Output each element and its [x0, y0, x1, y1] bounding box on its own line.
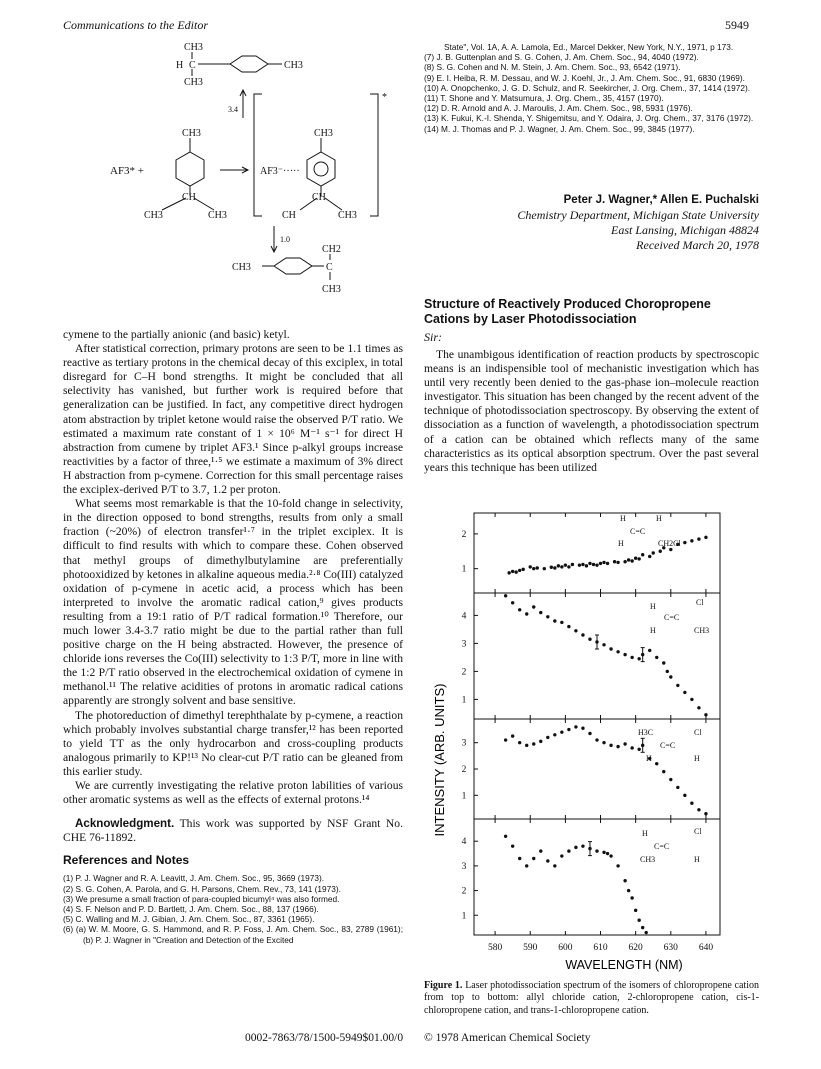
data-point [581, 563, 584, 566]
data-point [592, 563, 595, 566]
references-heading: References and Notes [63, 853, 190, 868]
data-point [616, 561, 619, 564]
data-point [697, 808, 700, 811]
acknowledgment [63, 817, 403, 845]
data-point [623, 653, 626, 656]
y-tick-label: 4 [461, 611, 467, 622]
data-point [518, 569, 521, 572]
x-tick-label: 620 [628, 943, 643, 953]
intro-paragraph: The unambigous identification of reaction products by spectroscopic means is an indispensible tool of mechanistic investigation which has until very recently been denied to the gas-phase ion–molecule reaction investigator. This situation has been changed by the recent advent of the technique of photodissociation spectroscopy. By observing the extent of dissociation as a function of wavelength, a photodissociation spectrum of a cation can be obtained which reflects many of the same characteristics as its optical absorption spectrum. Over the past several years this technique has been utilized [424, 348, 759, 474]
reference-item: (11) T. Shone and Y. Matsumura, J. Org. Chem., 35, 4157 (1970). [424, 93, 664, 104]
data-point [539, 611, 542, 614]
data-point [567, 849, 570, 852]
data-point [564, 563, 567, 566]
inset-h: H [620, 514, 626, 523]
scheme-c-a: C [189, 60, 196, 71]
data-point [609, 744, 612, 747]
reference-item: (2) S. G. Cohen, A. Parola, and G. H. Parsons, Chem. Rev., 73, 141 (1973). [63, 883, 341, 894]
x-tick-label: 580 [487, 943, 503, 953]
data-point [525, 744, 528, 747]
panel-frame [474, 513, 720, 593]
reactant-ring [176, 152, 204, 186]
data-point [697, 537, 700, 540]
scheme-ch3-a: CH3 [184, 42, 203, 53]
inset-h: H [694, 754, 700, 763]
data-point [602, 561, 605, 564]
inset-h: H [694, 855, 700, 864]
y-tick-label: 2 [461, 667, 467, 678]
inset-cc: C=C [664, 613, 680, 622]
y-tick-label: 3 [461, 639, 467, 650]
data-point [504, 835, 507, 838]
scheme-ch3-e: CH3 [144, 210, 163, 221]
data-point [630, 559, 633, 562]
reactant-label: AF3* + [110, 165, 145, 177]
data-point [704, 812, 707, 815]
x-tick-label: 640 [698, 943, 714, 953]
data-point [669, 675, 672, 678]
data-point [585, 564, 588, 567]
data-point [616, 745, 619, 748]
inset-cc: C=C [660, 741, 676, 750]
data-point [704, 536, 707, 539]
panel-frame [474, 593, 720, 719]
y-tick-label: 4 [461, 837, 467, 848]
rate-up: 3.4 [228, 105, 238, 114]
left-paragraph: What seems most remarkable is that the 10-fold change in selectivity, in the direction opposed to bond strengths, results from only a small fraction (~20%) of electron transfer¹·⁷ in the triplet exciplex. It is difficult to find results with which to compare these. Cohen observed that methyl groups of dimethylbutylamine are preferentially photooxidized by ketones in alkaline aqueous media.²·⁸ Co(III) catalyzed oxidation of p-cymene in acetic acid, a process which has been interpreted to involve the aromatic radical cation,⁹ gives products resulting from a 19:1 ratio of P/T radical formation.¹⁰ Therefore, our much lower 3.4-3.7 ratio might be due to the partial rather than full positive charge on the H being abstracted. However, the presence of chloride ions reverses the Co(III) selectivity to 1:3 P/T, more in line with the 1:2 P/T ratio observed in the electrochemical oxidation of cymene in methanol.¹¹ The relative acidities of protons in aromatic radical cations apparently are strongly solvent and base sensitive. [63, 497, 403, 708]
salutation: Sir: [424, 330, 442, 344]
y-tick-label: 1 [461, 791, 467, 802]
data-point [641, 553, 644, 556]
inset-h: H [642, 829, 648, 838]
data-point [595, 849, 598, 852]
data-point [532, 857, 535, 860]
scheme-ch3-g: CH3 [314, 128, 333, 139]
data-point [507, 571, 510, 574]
data-point [609, 647, 612, 650]
x-tick-label: 590 [523, 943, 538, 953]
inset-cc: C=C [654, 842, 670, 851]
x-tick-label: 610 [593, 943, 608, 953]
data-point [676, 684, 679, 687]
data-point [567, 728, 570, 731]
data-point [690, 539, 693, 542]
y-tick-label: 1 [461, 695, 467, 706]
scheme-ch3-b: CH3 [184, 77, 203, 88]
data-point [567, 565, 570, 568]
y-tick-label: 3 [461, 738, 467, 749]
data-point [595, 563, 598, 566]
reference-item: State", Vol. 1A, A. A. Lamola, Ed., Marcel Dekker, New York, N.Y., 1971, p 173. [444, 42, 734, 52]
figure-caption-label: Figure 1. [424, 980, 463, 991]
left-paragraph: We are currently investigating the relative proton labilities of various other aromatic systems as well as the effects of external protons.¹⁴ [63, 779, 403, 807]
scheme-ch-b: CH [312, 192, 326, 203]
data-point [623, 742, 626, 745]
reference-item: (5) C. Walling and M. J. Gibian, J. Am. Chem. Soc., 87, 3361 (1965). [63, 914, 315, 925]
cation-ring [307, 152, 335, 186]
scheme-ch3-f: CH3 [208, 210, 227, 221]
data-point [511, 734, 514, 737]
data-point [655, 762, 658, 765]
data-point [655, 656, 658, 659]
scheme-ch-c: CH [282, 210, 296, 221]
data-point [630, 656, 633, 659]
data-point [539, 740, 542, 743]
data-point [560, 854, 563, 857]
data-point [648, 649, 651, 652]
affiliation: Chemistry Department, Michigan State University [517, 208, 759, 222]
data-point [599, 562, 602, 565]
spectra-figure [424, 505, 734, 975]
reference-item: (13) K. Fukui, K.-I. Shenda, Y. Shigemitsu, and Y. Odaira, J. Org. Chem., 37, 3176 (1972). [424, 113, 754, 124]
y-tick-label: 2 [461, 765, 467, 775]
data-point [574, 725, 577, 728]
running-header: Communications to the Editor [63, 18, 208, 32]
figure-caption [424, 980, 759, 1017]
figure-caption-text: Laser photodissociation spectrum of the isomers of chloropropene cation from top to bottom: allyl chloride cation, 2-chloropropene cation, cis-1-chloropropene cation, and trans-1-chloropropene cation. [424, 980, 759, 1016]
data-point [574, 629, 577, 632]
reference-item: (3) We presume a small fraction of para-coupled bicumyl⁴ was also formed. [63, 893, 340, 904]
page-number: 5949 [725, 18, 749, 32]
data-point [704, 713, 707, 716]
inset-h: H [650, 602, 656, 611]
data-point [634, 909, 637, 912]
y-tick-label: 2 [461, 886, 467, 897]
af3-minus: AF3⁻····· [260, 166, 300, 177]
inset-cl: Cl [694, 827, 702, 836]
footer-code: 0002-7863/78/1500-5949$01.00/0 [245, 1032, 404, 1044]
data-point [532, 567, 535, 570]
data-point [553, 619, 556, 622]
ack-text: This work was supported by NSF Grant No. CHE 76-11892. [63, 817, 403, 845]
excited-star: * [382, 92, 387, 103]
data-point [627, 558, 630, 561]
data-point [574, 846, 577, 849]
right-paragraph [424, 348, 759, 475]
data-point [683, 541, 686, 544]
reference-item: (1) P. J. Wagner and R. A. Leavitt, J. Am. Chem. Soc., 95, 3669 (1973). [63, 873, 325, 884]
data-point [553, 864, 556, 867]
data-point [613, 560, 616, 563]
data-point [578, 563, 581, 566]
rate-down: 1.0 [280, 235, 290, 244]
inset-cl: Cl [694, 728, 702, 737]
data-point [637, 557, 640, 560]
data-point [662, 770, 665, 773]
reference-item: (12) D. R. Arnold and A. J. Maroulis, J. Am. Chem. Soc., 98, 5931 (1976). [424, 103, 693, 114]
data-point [630, 896, 633, 899]
data-point [697, 706, 700, 709]
data-point [602, 851, 605, 854]
data-point [518, 741, 521, 744]
data-point [525, 612, 528, 615]
data-point [645, 931, 648, 934]
data-point [637, 918, 640, 921]
data-point [511, 570, 514, 573]
x-tick-label: 630 [663, 943, 678, 953]
data-point [602, 741, 605, 744]
data-point [588, 638, 591, 641]
data-point [606, 562, 609, 565]
data-point [652, 551, 655, 554]
data-point [514, 570, 517, 573]
y-tick-label: 1 [461, 564, 467, 575]
scheme-h-a: H [176, 60, 184, 71]
inset-cl: Cl [696, 598, 704, 607]
inset-h: H [650, 626, 656, 635]
data-point [522, 568, 525, 571]
scheme-ch3-c: CH3 [284, 60, 303, 71]
reference-item: (10) A. Onopchenko, J. G. D. Schulz, and R. Seekircher, J. Org. Chem., 37, 1414 (1972). [424, 82, 751, 93]
y-axis-label: INTENSITY (ARB. UNITS) [432, 683, 447, 837]
data-point [606, 852, 609, 855]
left-paragraph: cymene to the partially anionic (and basic) ketyl. [63, 328, 290, 341]
data-point [662, 661, 665, 664]
scheme-ch3-i: CH3 [232, 262, 251, 273]
references-list-left [63, 873, 403, 944]
data-point [669, 778, 672, 781]
panel-frame [474, 819, 720, 935]
reference-item: (7) J. B. Guttenplan and S. G. Cohen, J. Am. Chem. Soc., 94, 4040 (1972). [424, 52, 699, 63]
data-point [518, 608, 521, 611]
data-point [529, 565, 532, 568]
data-point [630, 746, 633, 749]
inset-h: H [656, 514, 662, 523]
data-point [504, 594, 507, 597]
data-point [623, 560, 626, 563]
reference-item: (6) (a) W. M. Moore, G. S. Hammond, and R. P. Foss, J. Am. Chem. Soc., 83, 2789 (1961); (b) P. J. Wagner in "Creation and Detection of the Excited [63, 924, 403, 945]
data-point [553, 733, 556, 736]
reference-item: (4) S. F. Nelson and P. D. Bartlett, J. Am. Chem. Soc., 88, 137 (1966). [63, 904, 319, 915]
data-point [669, 548, 672, 551]
reference-item: (8) S. G. Cohen and N. M. Stein, J. Am. Chem. Soc., 93, 6542 (1971). [424, 62, 681, 73]
data-point [588, 732, 591, 735]
data-point [511, 601, 514, 604]
data-point [511, 844, 514, 847]
bottom-benzene-ring [274, 258, 312, 274]
data-point [690, 802, 693, 805]
data-point [676, 786, 679, 789]
data-point [546, 736, 549, 739]
data-point [616, 650, 619, 653]
scheme-ch3-j: CH3 [322, 284, 341, 295]
reference-item: (14) M. J. Thomas and P. J. Wagner, J. Am. Chem. Soc., 99, 3845 (1977). [424, 123, 695, 134]
inset-ch2cl: CH2Cl [658, 539, 681, 548]
scheme-ch3-h: CH3 [338, 210, 357, 221]
data-point [571, 563, 574, 566]
scheme-ch-a: CH [182, 192, 196, 203]
data-point [666, 670, 669, 673]
scheme-ch2: CH2 [322, 244, 341, 255]
inset-ch3: CH3 [694, 626, 710, 635]
data-point [532, 605, 535, 608]
y-tick-label: 1 [461, 911, 467, 922]
data-point [634, 557, 637, 560]
references-list-right [424, 42, 759, 134]
reaction-scheme [110, 40, 400, 308]
scheme-ch3-d: CH3 [182, 128, 201, 139]
y-tick-label: 3 [461, 861, 467, 872]
x-tick-label: 600 [558, 943, 573, 953]
received-date: Received March 20, 1978 [636, 238, 759, 252]
scheme-c-b: C [326, 262, 333, 273]
data-point [504, 738, 507, 741]
data-point [627, 889, 630, 892]
inset-cc: C=C [630, 527, 646, 536]
left-column [63, 328, 403, 945]
data-point [588, 562, 591, 565]
x-axis-label: WAVELENGTH (NM) [565, 958, 683, 972]
data-point [546, 615, 549, 618]
data-point [581, 727, 584, 730]
data-point [641, 926, 644, 929]
reference-item: (9) E. I. Heiba, R. M. Dessau, and W. J. Koehl, Jr., J. Am. Chem. Soc., 91, 6830 (1969). [424, 72, 745, 83]
panel-frame [474, 719, 720, 819]
data-point [637, 748, 640, 751]
data-point [581, 844, 584, 847]
data-point [609, 854, 612, 857]
data-point [560, 565, 563, 568]
data-point [553, 566, 556, 569]
affiliation-city: East Lansing, Michigan 48824 [610, 223, 759, 237]
left-paragraph: The photoreduction of dimethyl terephthalate by p-cymene, a reaction which probably involves substantial charge transfer,¹² has been reported to yield TT as the only hydrocarbon and cross-coupling products analogous primarily to KP!¹³ No clear-cut P/T ratio can be gleaned from this earlier study. [63, 708, 403, 778]
data-point [560, 730, 563, 733]
authors: Peter J. Wagner,* Allen E. Puchalski [563, 194, 759, 206]
inset-h: H [646, 754, 652, 763]
data-point [567, 625, 570, 628]
data-point [557, 564, 560, 567]
data-point [648, 555, 651, 558]
ack-heading: Acknowledgment. [75, 817, 175, 831]
left-paragraph: After statistical correction, primary protons are seen to be 1.1 times as reactive as tertiary protons in the chemical decay of this exciplex, in total disregard for C–H bond strengths. It might be concluded that all selectivity has vanished, but further work is required before that generalization can be justified. In fact, any competitive direct hydrogen atom abstraction by triplet ketone would raise the observed P/T ratio. We estimated a maximum rate constant of 1 × 10⁶ M⁻¹ s⁻¹ for direct H abstraction from cumene by triplet AF3.¹ Since p-alkyl groups increase reactivities by a factor of three,¹·⁵ we estimate a maximum of 3% direct H abstraction from p-cymene. Correction for this small percentage raises the exciplex-derived P/T to 3.7, 1.2 per proton. [63, 342, 403, 497]
data-point [683, 794, 686, 797]
data-point [543, 567, 546, 570]
data-point [532, 742, 535, 745]
data-point [659, 550, 662, 553]
inset-h3c: H3C [638, 728, 654, 737]
footer-copyright: © 1978 American Chemical Society [424, 1032, 591, 1044]
article-title: Structure of Reactively Produced Choropropene Cations by Laser Photodissociation [424, 297, 711, 326]
data-point [602, 643, 605, 646]
data-point [581, 633, 584, 636]
data-point [518, 857, 521, 860]
data-point [560, 621, 563, 624]
data-point [616, 864, 619, 867]
data-point [595, 738, 598, 741]
data-point [546, 859, 549, 862]
data-point [536, 566, 539, 569]
data-point [525, 864, 528, 867]
inset-ch3: CH3 [640, 855, 656, 864]
data-point [637, 657, 640, 660]
inset-h: H [618, 539, 624, 548]
data-point [690, 698, 693, 701]
top-benzene-ring [230, 56, 268, 72]
y-tick-label: 2 [461, 529, 467, 540]
data-point [623, 879, 626, 882]
signature-block [424, 193, 759, 253]
data-point [683, 691, 686, 694]
data-point [550, 566, 553, 569]
data-point [539, 849, 542, 852]
